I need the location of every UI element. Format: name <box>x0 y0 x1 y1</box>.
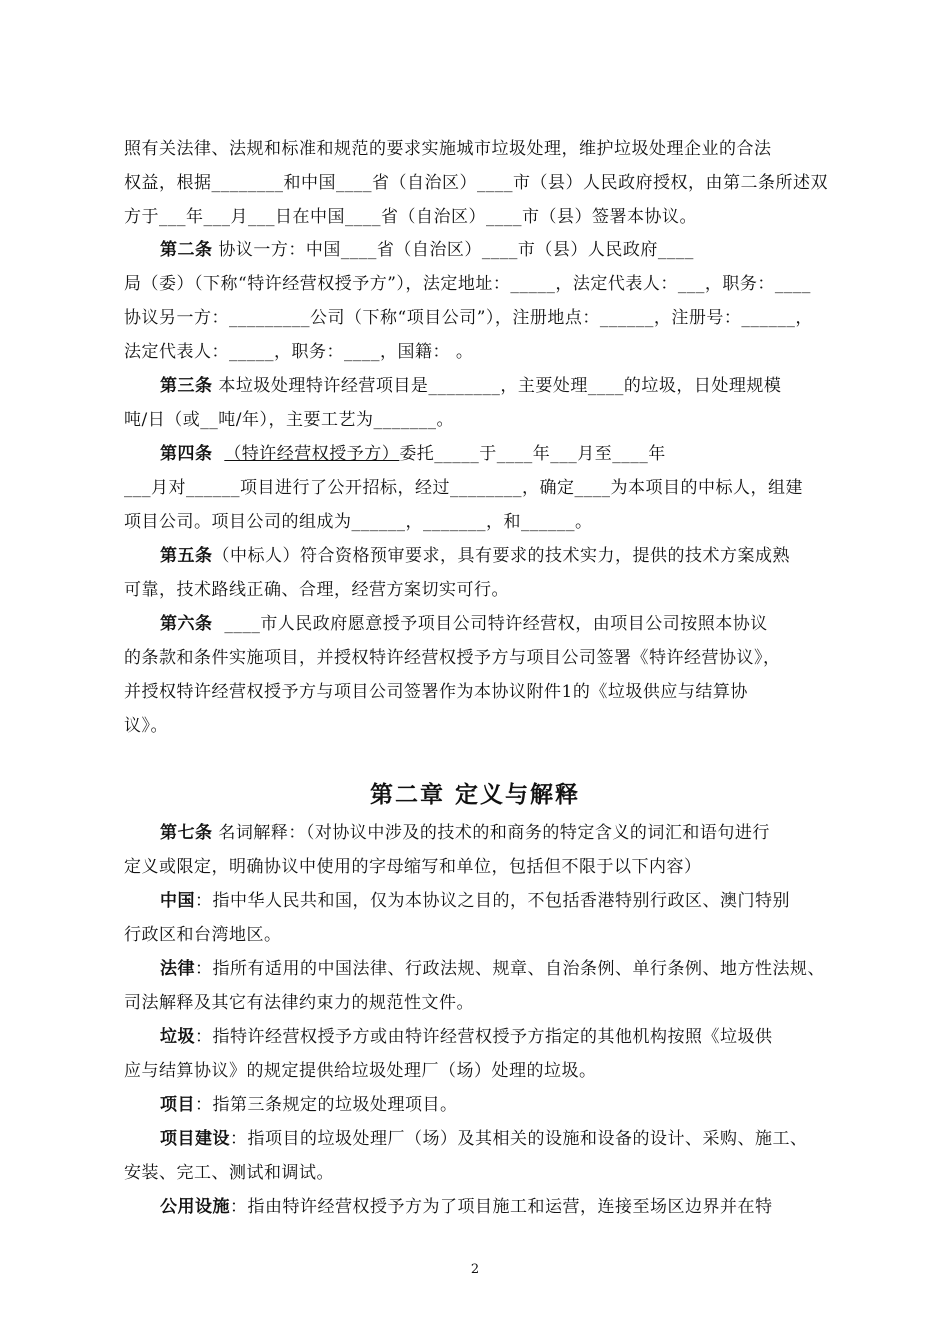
article-label: 第六条 <box>160 614 213 634</box>
text-line: 的条款和条件实施项目，并授权特许经营权授予方与项目公司签署《特许经营协议》， <box>124 648 781 668</box>
text-run: ____市人民政府愿意授予项目公司特许经营权，由项目公司按照本协议 <box>224 614 768 634</box>
text-line: 定义或限定，明确协议中使用的字母缩写和单位，包括但不限于以下内容） <box>124 857 702 877</box>
text-line: 项目公司。项目公司的组成为______，_______，和______。 <box>124 512 593 532</box>
text-run: ：指项目的垃圾处理厂（场）及其相关的设施和设备的设计、采购、施工、 <box>230 1129 808 1149</box>
article-label: 第七条 <box>160 823 213 843</box>
chapter-heading: 第二章 定义与解释 <box>369 781 580 808</box>
text-run: 委托_____于____年___月至____年 <box>399 444 666 464</box>
text-line: 照有关法律、法规和标准和规范的要求实施城市垃圾处理，维护垃圾处理企业的合法 <box>124 139 772 159</box>
article-6-line <box>160 613 768 635</box>
article-label: 第二条 <box>160 240 213 260</box>
text-line: 行政区和台湾地区。 <box>124 925 282 945</box>
text-line: 法定代表人：_____，职务：____，国籍： 。 <box>124 342 474 362</box>
text-line: 安装、完工、测试和调试。 <box>124 1163 334 1183</box>
term-label: 中国 <box>160 891 195 911</box>
article-7-line <box>160 822 770 844</box>
article-2-line <box>160 239 694 261</box>
text-run: ：指所有适用的中国法律、行政法规、规章、自治条例、单行条例、地方性法规、 <box>195 959 825 979</box>
article-label: 第五条 <box>160 546 213 566</box>
text-run: 本垃圾处理特许经营项目是________，主要处理____的垃圾，日处理规模 <box>218 376 782 396</box>
grantor-underlined: （特许经营权授予方） <box>224 444 400 464</box>
text-run: ：指特许经营权授予方或由特许经营权授予方指定的其他机构按照《垃圾供 <box>195 1027 773 1047</box>
text-line: ___月对______项目进行了公开招标，经过________，确定____为本项目的中标人，组建 <box>124 478 803 498</box>
article-3-line <box>160 375 781 397</box>
text-run: 协议一方：中国____省（自治区）____市（县）人民政府____ <box>218 240 694 260</box>
text-line: 议》。 <box>124 716 168 736</box>
term-label: 项目建设 <box>160 1129 230 1149</box>
text-line: 方于___年___月___日在中国____省（自治区）____市（县）签署本协议。 <box>124 207 697 227</box>
text-line: 吨/日（或__吨/年），主要工艺为_______。 <box>124 410 454 430</box>
term-waste-line <box>160 1026 773 1048</box>
page-number: 2 <box>470 1262 480 1277</box>
term-law-line <box>160 958 825 980</box>
text-run: ：指第三条规定的垃圾处理项目。 <box>195 1095 458 1115</box>
term-label: 项目 <box>160 1095 195 1115</box>
text-line: 协议另一方：_________公司（下称“项目公司”），注册地点：______，注册号：______， <box>124 308 813 328</box>
term-label: 公用设施 <box>160 1197 230 1217</box>
article-5-line <box>160 545 790 567</box>
text-line: 司法解释及其它有法律约束力的规范性文件。 <box>124 993 474 1013</box>
article-label: 第三条 <box>160 376 213 396</box>
term-project-construction-line <box>160 1128 808 1150</box>
text-line: 可靠，技术路线正确、合理，经营方案切实可行。 <box>124 580 509 600</box>
term-label: 垃圾 <box>160 1027 195 1047</box>
text-line: 应与结算协议》的规定提供给垃圾处理厂（场）处理的垃圾。 <box>124 1061 597 1081</box>
text-line: 并授权特许经营权授予方与项目公司签署作为本协议附件1的《垃圾供应与结算协 <box>124 682 748 702</box>
term-project-line <box>160 1094 458 1116</box>
term-public-facilities-line <box>160 1196 773 1218</box>
term-label: 法律 <box>160 959 195 979</box>
article-label: 第四条 <box>160 444 213 464</box>
text-run: （中标人）符合资格预审要求，具有要求的技术实力，提供的技术方案成熟 <box>212 546 790 566</box>
term-china-line <box>160 890 790 912</box>
text-run: 名词解释：（对协议中涉及的技术的和商务的特定含义的词汇和语句进行 <box>218 823 770 843</box>
text-line: 权益，根据________和中国____省（自治区）____市（县）人民政府授权，由第二条所述双 <box>124 173 828 193</box>
text-run: ：指由特许经营权授予方为了项目施工和运营，连接至场区边界并在特 <box>230 1197 773 1217</box>
text-line: 局（委）（下称“特许经营权授予方”），法定地址：_____，法定代表人：___，职务：____ <box>124 274 811 294</box>
text-run: ：指中华人民共和国，仅为本协议之目的，不包括香港特别行政区、澳门特别 <box>195 891 790 911</box>
article-4-line <box>160 443 666 465</box>
